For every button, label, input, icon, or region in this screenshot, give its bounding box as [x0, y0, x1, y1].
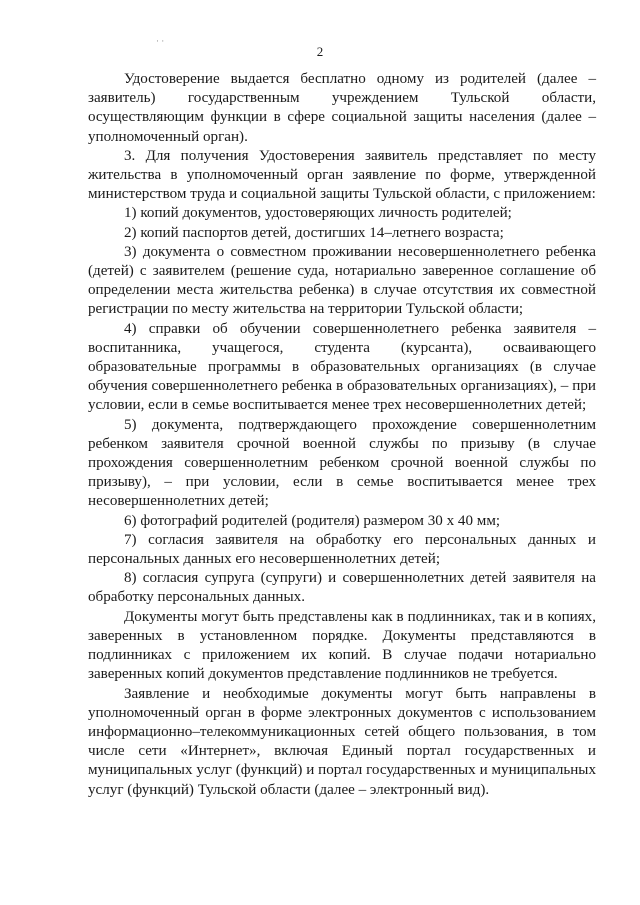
paragraph-issuance: Удостоверение выдается бесплатно одному из родителей (далее – заявитель) государственным учреждением Тульской области, осуществляющим функции в сфере социальной защиты населения (далее – уполномоченный орган).: [88, 71, 596, 145]
scan-speck: · ·: [156, 36, 165, 46]
paragraph-documents: Документы могут быть представлены как в подлинниках, так и в копиях, заверенных в установленном порядке. Документы представляются в подлинниках с приложением их копий. В случае подачи нотариально заверенных копий документов представление подлинников не требуется.: [88, 608, 596, 683]
list-item-5: 5) документа, подтверждающего прохождение совершеннолетним ребенком заявителя срочной военной службы по призыву (в случае прохождения совершеннолетним ребенком срочной военной службы по призыву), – при условии, если в семье воспитывается менее трех несовершеннолетних детей;: [88, 416, 596, 510]
list-item-7: 7) согласия заявителя на обработку его персональных данных и персональных данных его несовершеннолетних детей;: [88, 531, 596, 568]
list-item-3: 3) документа о совместном проживании несовершеннолетнего ребенка (детей) с заявителем (решение суда, нотариально заверенное соглашение об определении места жительства ребенка) в случае отсутствия их совместной регистрации по месту жительства на территории Тульской области;: [88, 243, 596, 318]
document-body: [88, 70, 596, 800]
paragraph-item-3: 3. Для получения Удостоверения заявитель представляет по месту жительства в уполномоченный орган заявление по форме, утвержденной министерством труда и социальной защиты Тульской области, с приложением:: [88, 147, 596, 203]
paragraph-electronic: Заявление и необходимые документы могут быть направлены в уполномоченный орган в форме электронных документов с использованием информационно–телекоммуникационных сетей общего пользования, в том числе сети «Интернет», включая Единый портал государственных и муниципальных услуг (функций) и портал государственных и муниципальных услуг (функций) Тульской области (далее – электронный вид).: [88, 685, 596, 798]
list-item-1: 1) копий документов, удостоверяющих личность родителей;: [124, 205, 512, 222]
list-item-2: 2) копий паспортов детей, достигших 14–летнего возраста;: [124, 224, 504, 241]
list-item-6: 6) фотографий родителей (родителя) размером 30 х 40 мм;: [124, 512, 501, 529]
list-item-8: 8) согласия супруга (супруги) и совершеннолетних детей заявителя на обработку персональных данных.: [88, 570, 596, 606]
list-item-4: 4) справки об обучении совершеннолетнего ребенка заявителя – воспитанника, учащегося, студента (курсанта), осваивающего образовательные программы в образовательных организациях (в случае обучения совершеннолетнего ребенка в образовательных организациях), – при условии, если в семье воспитывается менее трех несовершеннолетних детей;: [88, 320, 596, 414]
page-number: 2: [316, 44, 324, 59]
